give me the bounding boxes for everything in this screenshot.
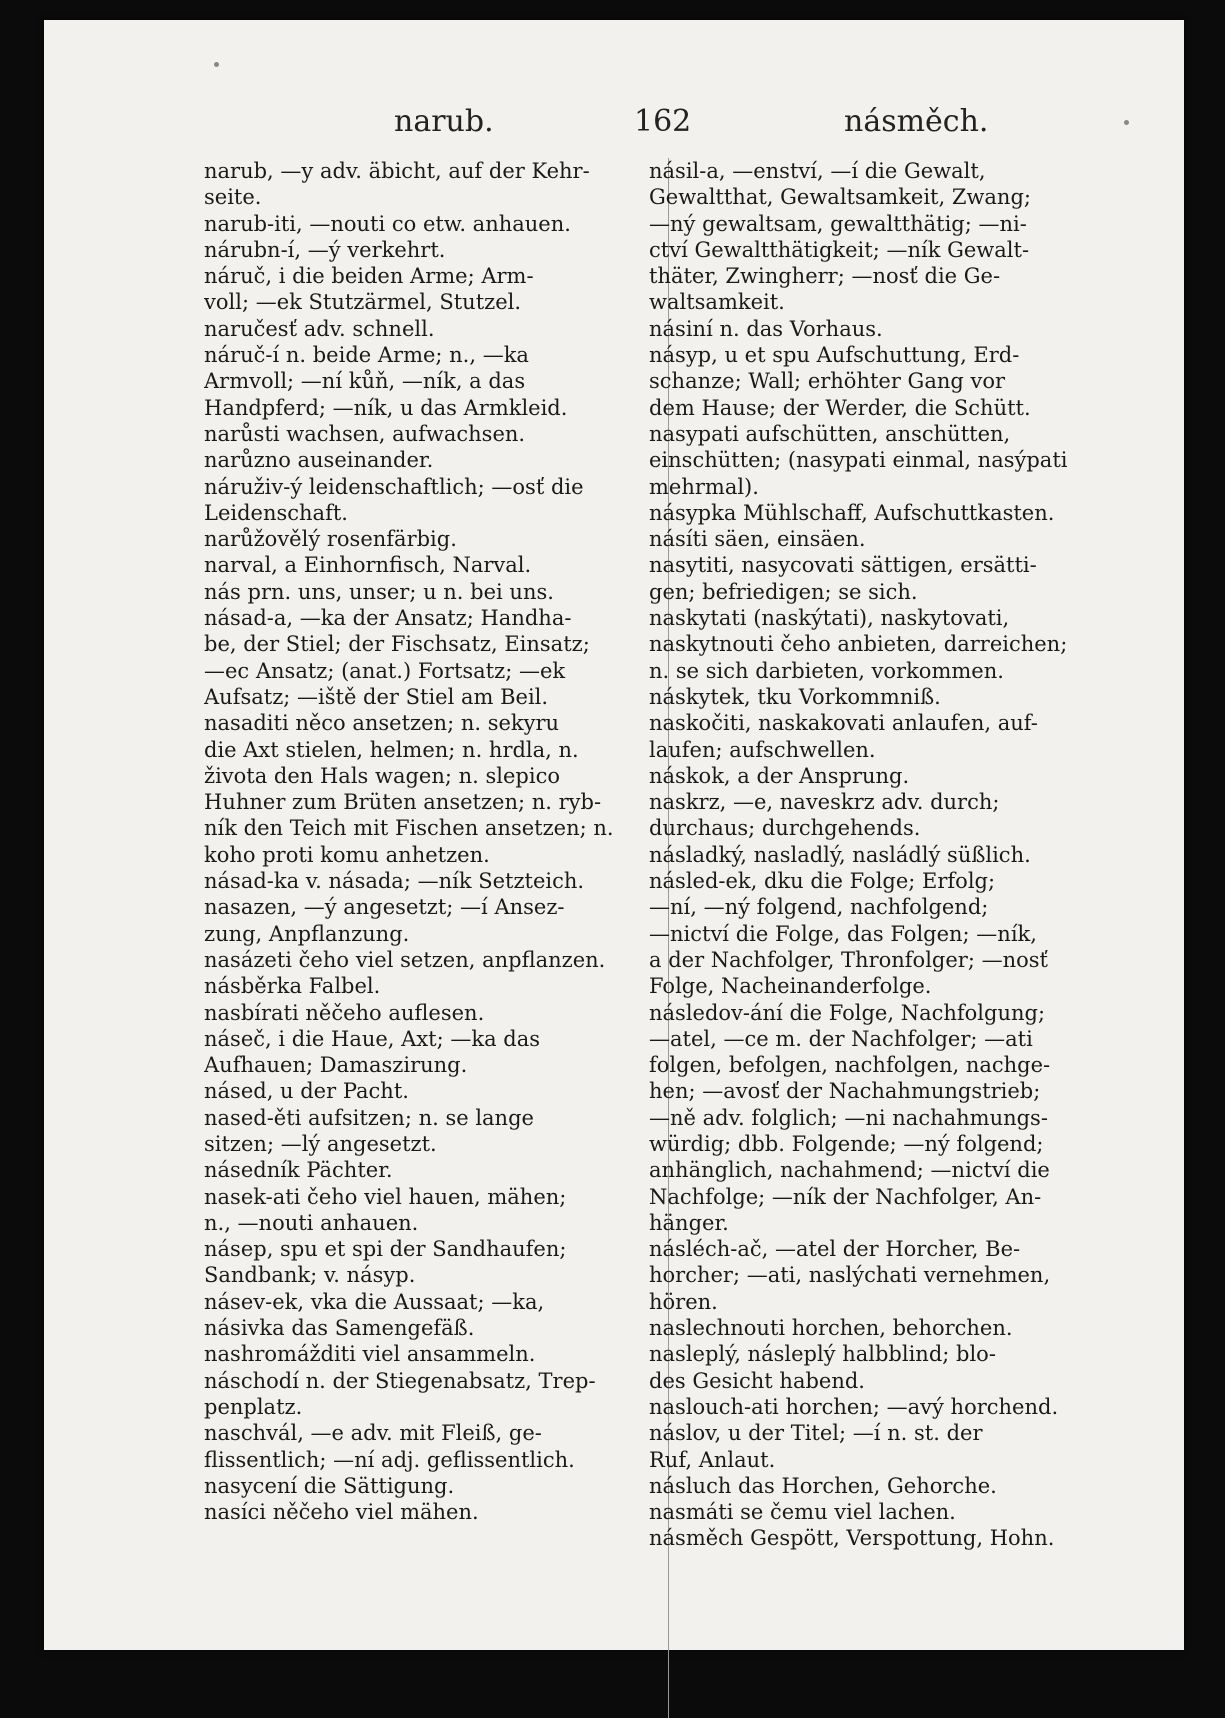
entry-line: hänger. (649, 1210, 729, 1235)
entry-line: náslov, u der Titel; —í n. st. der (649, 1421, 983, 1446)
entry-line: násep, spu et spi der Sandhaufen; (204, 1237, 567, 1262)
entry-line: a der Nachfolger, Thronfolger; —nosť (649, 947, 1048, 972)
entry-line: nasmáti se čemu viel lachen. (649, 1500, 956, 1525)
entry-line: násíti säen, einsäen. (649, 527, 866, 552)
entry-line: seite. (204, 185, 262, 210)
entry-line: nasázeti čeho viel setzen, anpflanzen. (204, 947, 606, 972)
entry-line: naručesť adv. schnell. (204, 316, 435, 341)
entry-line: des Gesicht habend. (649, 1368, 865, 1393)
entry-line: zung, Anpflanzung. (204, 921, 410, 946)
entry-line: mehrmal). (649, 474, 759, 499)
entry-line: násměch Gespött, Verspottung, Hohn. (649, 1526, 1055, 1551)
entry-line: nás prn. uns, unser; u n. bei uns. (204, 579, 554, 604)
entry-line: hen; —avosť der Nachahmungstrieb; (649, 1079, 1041, 1104)
entry-line: Handpferd; —ník, u das Armkleid. (204, 395, 568, 420)
header-left-guideword: narub. (394, 104, 494, 139)
entry-line: Gewaltthat, Gewaltsamkeit, Zwang; (649, 185, 1031, 210)
entry-line: ník den Teich mit Fischen ansetzen; n. (204, 816, 614, 841)
entry-line: hören. (649, 1289, 718, 1314)
entry-line: narůsti wachsen, aufwachsen. (204, 421, 526, 446)
entry-line: —nictví die Folge, das Folgen; —ník, (649, 921, 1037, 946)
entry-line: náskytek, tku Vorkommniß. (649, 684, 941, 709)
entry-line: sitzen; —lý angesetzt. (204, 1131, 437, 1156)
entry-line: násběrka Falbel. (204, 974, 381, 999)
entry-line: náruč-í n. beide Arme; n., —ka (204, 343, 529, 368)
entry-line: násivka das Samengefäß. (204, 1316, 475, 1341)
entry-line: násled-ek, dku die Folge; Erfolg; (649, 869, 996, 894)
right-column (649, 158, 1119, 1552)
entry-line: Nachfolge; —ník der Nachfolger, An- (649, 1184, 1042, 1209)
entry-line: flissentlich; —ní adj. geflissentlich. (204, 1447, 575, 1472)
entry-line: násev-ek, vka die Aussaat; —ka, (204, 1289, 545, 1314)
entry-line: naschvál, —e adv. mit Fleiß, ge- (204, 1421, 542, 1446)
entry-line: Folge, Nacheinanderfolge. (649, 974, 932, 999)
entry-line: náruživ-ý leidenschaftlich; —osť die (204, 474, 584, 499)
entry-line: náruč, i die beiden Arme; Arm- (204, 264, 534, 289)
entry-line: nasypati aufschütten, anschütten, (649, 421, 1011, 446)
entry-line: horcher; —ati, naslýchati vernehmen, (649, 1263, 1051, 1288)
entry-line: naskytati (naskýtati), naskytovati, (649, 606, 1010, 631)
entry-line: narůzno auseinander. (204, 448, 434, 473)
entry-line: würdig; dbb. Folgende; —ný folgend; (649, 1131, 1044, 1156)
entry-line: gen; befriedigen; se sich. (649, 579, 918, 604)
entry-line: násluch das Horchen, Gehorche. (649, 1473, 997, 1498)
entry-line: anhänglich, nachahmend; —nictví die (649, 1158, 1050, 1183)
entry-line: násil-a, —enství, —í die Gewalt, (649, 159, 986, 183)
entry-line: nárubn-í, —ý verkehrt. (204, 237, 446, 262)
entry-line: —ně adv. folglich; —ni nachahmungs- (649, 1105, 1048, 1130)
entry-line: nasek-ati čeho viel hauen, mähen; (204, 1184, 567, 1209)
entry-line: násad-a, —ka der Ansatz; Handha- (204, 606, 572, 631)
entry-line: nasaditi něco ansetzen; n. sekyru (204, 711, 560, 736)
entry-line: —ec Ansatz; (anat.) Fortsatz; —ek (204, 658, 566, 683)
entry-line: nasbírati něčeho auflesen. (204, 1000, 485, 1025)
entry-line: násladký, nasladlý, nasládlý süßlich. (649, 842, 1031, 867)
entry-line: Ruf, Anlaut. (649, 1447, 776, 1472)
entry-line: Sandbank; v. násyp. (204, 1263, 416, 1288)
page-number: 162 (634, 104, 692, 139)
entry-line: náskok, a der Ansprung. (649, 763, 910, 788)
entry-line: —ný gewaltsam, gewaltthätig; —ni- (649, 211, 1027, 236)
entry-line: durchaus; durchgehends. (649, 816, 921, 841)
entry-line: voll; —ek Stutzärmel, Stutzel. (204, 290, 522, 315)
entry-line: narub, —y adv. äbicht, auf der Kehr- (204, 159, 590, 183)
entry-line: thäter, Zwingherr; —nosť die Ge- (649, 264, 1001, 289)
entry-line: Aufsatz; —iště der Stiel am Beil. (204, 684, 549, 709)
entry-line: nasytiti, nasycovati sättigen, ersätti- (649, 553, 1037, 578)
entry-line: narůžovělý rosenfärbig. (204, 527, 457, 552)
entry-line: schanze; Wall; erhöhter Gang vor (649, 369, 1006, 394)
entry-line: —atel, —ce m. der Nachfolger; —ati (649, 1026, 1033, 1051)
entry-line: Leidenschaft. (204, 500, 348, 525)
entry-line: násad-ka v. násada; —ník Setzteich. (204, 869, 585, 894)
entry-line: narval, a Einhornfisch, Narval. (204, 553, 532, 578)
entry-line: —ní, —ný folgend, nachfolgend; (649, 895, 989, 920)
entry-line: koho proti komu anhetzen. (204, 842, 490, 867)
entry-line: dem Hause; der Werder, die Schütt. (649, 395, 1031, 420)
entry-line: naslechnouti horchen, behorchen. (649, 1316, 1013, 1341)
entry-line: násyp, u et spu Aufschuttung, Erd- (649, 343, 1020, 368)
entry-line: waltsamkeit. (649, 290, 785, 315)
entry-line: n., —nouti anhauen. (204, 1210, 419, 1235)
entry-line: Armvoll; —ní kůň, —ník, a das (204, 369, 526, 394)
header-right-guideword: násměch. (844, 104, 989, 139)
entry-line: nasíci něčeho viel mähen. (204, 1500, 479, 1525)
entry-line: náschodí n. der Stiegenabsatz, Trep- (204, 1368, 596, 1393)
entry-line: násiní n. das Vorhaus. (649, 316, 883, 341)
left-column (204, 158, 664, 1525)
entry-line: nasycení die Sättigung. (204, 1473, 455, 1498)
entry-line: be, der Stiel; der Fischsatz, Einsatz; (204, 632, 590, 657)
entry-line: Aufhauen; Damaszirung. (204, 1053, 468, 1078)
entry-line: penplatz. (204, 1394, 303, 1419)
entry-line: následov-ání die Folge, Nachfolgung; (649, 1000, 1046, 1025)
entry-line: naskrz, —e, naveskrz adv. durch; (649, 790, 1000, 815)
entry-line: nased-ěti aufsitzen; n. se lange (204, 1105, 534, 1130)
entry-line: ctví Gewaltthätigkeit; —ník Gewalt- (649, 237, 1030, 262)
entry-line: n. se sich darbieten, vorkommen. (649, 658, 1004, 683)
entry-line: násed, u der Pacht. (204, 1079, 409, 1104)
speck-dot (214, 62, 219, 67)
entry-line: nasleplý, násleplý halbblind; blo- (649, 1342, 996, 1367)
entry-line: násléch-ač, —atel der Horcher, Be- (649, 1237, 1021, 1262)
entry-line: narub-iti, —nouti co etw. anhauen. (204, 211, 571, 236)
page-header (44, 104, 1184, 144)
entry-line: náseč, i die Haue, Axt; —ka das (204, 1026, 541, 1051)
entry-line: násedník Pächter. (204, 1158, 393, 1183)
entry-line: naskočiti, naskakovati anlaufen, auf- (649, 711, 1038, 736)
entry-line: nasazen, —ý angesetzt; —í Ansez- (204, 895, 565, 920)
entry-line: nashromážditi viel ansammeln. (204, 1342, 536, 1367)
entry-line: folgen, befolgen, nachfolgen, nachge- (649, 1053, 1051, 1078)
entry-line: laufen; aufschwellen. (649, 737, 876, 762)
entry-line: einschütten; (nasypati einmal, nasýpati (649, 448, 1068, 473)
entry-line: života den Hals wagen; n. slepico (204, 763, 560, 788)
entry-line: naskytnouti čeho anbieten, darreichen; (649, 632, 1068, 657)
entry-line: násypka Mühlschaff, Aufschuttkasten. (649, 500, 1055, 525)
entry-line: Huhner zum Brüten ansetzen; n. ryb- (204, 790, 602, 815)
entry-line: die Axt stielen, helmen; n. hrdla, n. (204, 737, 579, 762)
dictionary-page (44, 20, 1184, 1650)
entry-line: naslouch-ati horchen; —avý horchend. (649, 1394, 1059, 1419)
